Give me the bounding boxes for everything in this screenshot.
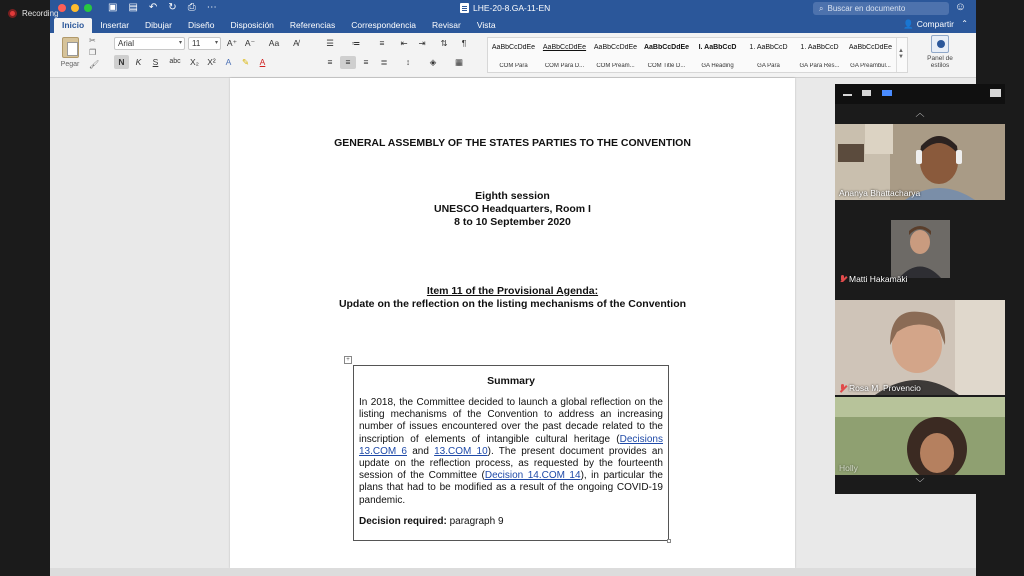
- increase-indent-icon[interactable]: ⇥: [418, 38, 426, 48]
- text-effects-icon[interactable]: A: [225, 57, 232, 67]
- speaker-view-icon[interactable]: [882, 90, 892, 96]
- tab-inicio[interactable]: Inicio: [54, 18, 92, 33]
- exit-gallery-icon[interactable]: [990, 89, 1001, 97]
- borders-icon[interactable]: ▦: [454, 57, 464, 67]
- maximize-window-button[interactable]: [84, 4, 92, 12]
- participant-tile[interactable]: [835, 217, 1005, 282]
- style-com-para-d[interactable]: [539, 38, 590, 72]
- participant-tile[interactable]: [835, 300, 1005, 395]
- summary-part-1: In 2018, the Committee decided to launch a global reflection on the listing mechanisms of the Convention to address an increasing number of issues encountered over the past decade related to the inscription of elements of intangible cultural heritage (: [359, 397, 663, 445]
- font-name-value: Arial: [118, 39, 135, 48]
- recording-dot-icon: [8, 9, 17, 18]
- copy-icon[interactable]: ❐: [89, 48, 97, 57]
- style-preview: AaBbCcDdEe: [542, 44, 587, 51]
- strikethrough-icon[interactable]: abc: [169, 58, 181, 65]
- cut-icon[interactable]: ✂: [89, 36, 96, 45]
- search-document-input[interactable]: [813, 2, 949, 15]
- decrease-indent-icon[interactable]: ⇤: [400, 38, 408, 48]
- participant-name-label: [839, 274, 908, 282]
- style-ga-preambul[interactable]: [845, 38, 896, 72]
- decision-value: paragraph 9: [446, 515, 504, 527]
- table-move-handle-icon[interactable]: +: [344, 356, 352, 364]
- title-bar: [50, 0, 976, 17]
- session-line: Eighth session: [475, 190, 550, 202]
- styles-gallery: [487, 37, 908, 73]
- muted-mic-icon: [839, 384, 846, 393]
- sort-icon[interactable]: ⇅: [440, 38, 448, 48]
- participant-video: [835, 300, 1005, 395]
- underline-icon[interactable]: S: [152, 57, 159, 67]
- participant-tile[interactable]: [835, 397, 1005, 475]
- decision-14-com-14-link[interactable]: Decision 14.COM 14: [484, 470, 581, 482]
- align-center-icon[interactable]: ≡: [340, 56, 356, 69]
- font-color-icon[interactable]: A: [259, 57, 266, 67]
- share-label: Compartir: [916, 19, 954, 29]
- styles-scroll-icon[interactable]: ▲ ▼: [896, 38, 905, 72]
- style-ga-heading[interactable]: [692, 38, 743, 72]
- grow-font-icon[interactable]: A⁺: [226, 38, 238, 48]
- clipboard-tools: [89, 36, 99, 69]
- minimize-gallery-icon[interactable]: [843, 94, 852, 96]
- quick-access-toolbar: [108, 2, 217, 13]
- tab-disposicion[interactable]: Disposición: [230, 20, 274, 30]
- chevron-down-icon: ▾: [178, 40, 182, 46]
- decision-13-com-6-link[interactable]: Decisions 13.COM 6: [359, 433, 663, 457]
- participant-name: Rosa M. Provencio: [849, 383, 921, 393]
- status-bar: [50, 568, 976, 576]
- tab-diseno[interactable]: Diseño: [187, 20, 215, 30]
- summary-part-2: ). The present document provides an update on the reflection process, as requested by the fourteenth session of the Committee (: [359, 445, 663, 482]
- share-button[interactable]: [903, 19, 954, 30]
- style-ga-para-res[interactable]: [794, 38, 845, 72]
- tab-revisar[interactable]: Revisar: [432, 20, 461, 30]
- decision-13-com-10-link[interactable]: 13.COM 10: [434, 445, 488, 457]
- document-page[interactable]: [230, 78, 795, 568]
- style-com-title-d[interactable]: [641, 38, 692, 72]
- video-gallery: [835, 84, 1005, 494]
- gallery-toolbar: [835, 84, 1005, 104]
- ribbon: [50, 33, 976, 78]
- styles-pane-label-2: estilos: [930, 62, 950, 69]
- minimize-window-button[interactable]: [71, 4, 79, 12]
- line-spacing-icon[interactable]: ↕: [405, 57, 411, 67]
- paste-button[interactable]: [55, 37, 85, 68]
- style-preview: AaBbCcDdEe: [848, 44, 893, 51]
- multilevel-list-icon[interactable]: ≡: [379, 38, 385, 48]
- agenda-item-title: Update on the reflection on the listing mechanisms of the Convention: [338, 298, 687, 310]
- summary-box[interactable]: [353, 365, 669, 541]
- style-name: COM Para: [499, 63, 528, 69]
- style-ga-para[interactable]: [743, 38, 794, 72]
- summary-part-3: ), in particular the plans that had to be modified as a result of the ongoing COVID-19 pandemic.: [359, 470, 663, 506]
- print-icon[interactable]: ⎙: [187, 2, 196, 13]
- justify-icon[interactable]: ≣: [380, 57, 388, 67]
- document-icon: [460, 3, 469, 13]
- more-icon[interactable]: ⋯: [206, 2, 217, 13]
- superscript-icon[interactable]: X²: [207, 57, 216, 67]
- bold-icon[interactable]: N: [114, 55, 129, 69]
- style-com-pream[interactable]: [590, 38, 641, 72]
- style-name: GA Para Res...: [799, 63, 840, 69]
- highlight-icon[interactable]: ✎: [241, 57, 250, 67]
- style-name: GA Heading: [701, 63, 734, 69]
- participant-name: Matti Hakamäki: [849, 274, 908, 282]
- shrink-font-icon[interactable]: A⁻: [244, 38, 256, 48]
- chevron-down-icon: ▾: [214, 40, 218, 46]
- style-name: COM Para D...: [544, 63, 585, 69]
- font-name-select[interactable]: [114, 37, 185, 50]
- decision-required: [359, 516, 663, 527]
- style-preview: AaBbCcDdEe: [491, 44, 536, 51]
- document-title-text: LHE-20-8.GA-11-EN: [473, 3, 551, 13]
- style-name: GA Preambul...: [850, 63, 891, 69]
- venue-line: UNESCO Headquarters, Room I: [434, 203, 591, 215]
- tab-vista[interactable]: Vista: [476, 20, 496, 30]
- bullets-icon[interactable]: ☰: [326, 38, 334, 48]
- decision-label: Decision required:: [359, 515, 447, 527]
- clipboard-icon: [62, 37, 79, 58]
- redo-icon[interactable]: ↻: [168, 2, 177, 13]
- participant-name-label: [839, 383, 921, 393]
- style-preview: 1. AaBbCcD: [800, 44, 839, 51]
- document-title: [460, 3, 550, 13]
- change-case-icon[interactable]: Aa: [268, 38, 280, 48]
- style-preview: I. AaBbCcD: [698, 44, 737, 51]
- gallery-scroll-up-icon[interactable]: ︿: [915, 108, 925, 118]
- ribbon-tabs: [50, 17, 976, 33]
- participant-video: [835, 217, 1005, 282]
- participant-name-label: [839, 188, 920, 198]
- participant-tile[interactable]: [835, 124, 1005, 200]
- numbering-icon[interactable]: ≔: [351, 38, 361, 48]
- show-marks-icon[interactable]: ¶: [461, 38, 467, 48]
- participant-name: Ananya Bhattacharya: [839, 188, 921, 198]
- tab-insertar[interactable]: Insertar: [100, 20, 130, 30]
- feedback-smiley-icon[interactable]: ☺: [954, 1, 966, 13]
- italic-icon[interactable]: K: [135, 57, 142, 67]
- style-com-para[interactable]: [488, 38, 539, 72]
- participant-name: Holly: [839, 463, 858, 473]
- recording-indicator: [8, 9, 58, 18]
- tab-referencias[interactable]: Referencias: [289, 20, 336, 30]
- style-preview: AaBbCcDdEe: [593, 44, 638, 51]
- tab-correspondencia[interactable]: Correspondencia: [351, 20, 416, 30]
- search-icon: ⌕: [819, 3, 824, 13]
- gallery-view-icon[interactable]: [862, 90, 871, 96]
- dates-line: 8 to 10 September 2020: [454, 216, 571, 228]
- search-placeholder: Buscar en documento: [827, 4, 906, 13]
- style-preview: 1. AaBbCcD: [749, 44, 788, 51]
- summary-text: [359, 397, 663, 507]
- clear-format-icon[interactable]: A̸: [293, 38, 299, 48]
- recording-label: Recording: [22, 9, 59, 18]
- table-resize-handle[interactable]: [667, 539, 671, 543]
- style-name: COM Title D...: [647, 63, 686, 69]
- shading-icon[interactable]: ◈: [429, 57, 437, 67]
- styles-pane-icon: [931, 35, 949, 53]
- format-painter-icon[interactable]: 🖌: [89, 60, 100, 69]
- sidebar-toggle-icon[interactable]: ▣: [108, 2, 118, 13]
- format-buttons: [114, 55, 270, 69]
- subscript-icon[interactable]: X₂: [190, 57, 199, 67]
- style-name: COM Pream...: [596, 63, 635, 69]
- save-icon[interactable]: ▤: [128, 2, 138, 13]
- tab-dibujar[interactable]: Dibujar: [145, 20, 172, 30]
- gallery-scroll-down-icon[interactable]: ﹀: [915, 478, 925, 488]
- align-left-icon[interactable]: ≡: [327, 57, 333, 67]
- styles-pane-button[interactable]: [920, 35, 960, 69]
- style-name: GA Para: [757, 63, 780, 69]
- muted-mic-icon: [839, 275, 846, 283]
- document-heading: GENERAL ASSEMBLY OF THE STATES PARTIES TO THE CONVENTION: [334, 137, 691, 149]
- participant-name-label: [839, 463, 858, 473]
- add-person-icon: 👤: [903, 19, 914, 29]
- summary-and: and: [407, 445, 435, 457]
- agenda-item: Item 11 of the Provisional Agenda:: [426, 285, 599, 297]
- close-window-button[interactable]: [58, 4, 66, 12]
- undo-icon[interactable]: ↶: [148, 2, 158, 13]
- participant-video: [835, 397, 1005, 475]
- styles-pane-label-1: Panel de: [927, 55, 953, 62]
- window-controls: [58, 4, 92, 12]
- font-size-select[interactable]: [188, 37, 221, 50]
- paste-label: Pegar: [60, 61, 80, 68]
- align-right-icon[interactable]: ≡: [363, 57, 369, 67]
- summary-title: Summary: [487, 375, 535, 387]
- collapse-ribbon-icon[interactable]: ⌃: [961, 19, 968, 28]
- style-preview: AaBbCcDdEe: [643, 44, 690, 51]
- font-size-value: 11: [192, 39, 201, 48]
